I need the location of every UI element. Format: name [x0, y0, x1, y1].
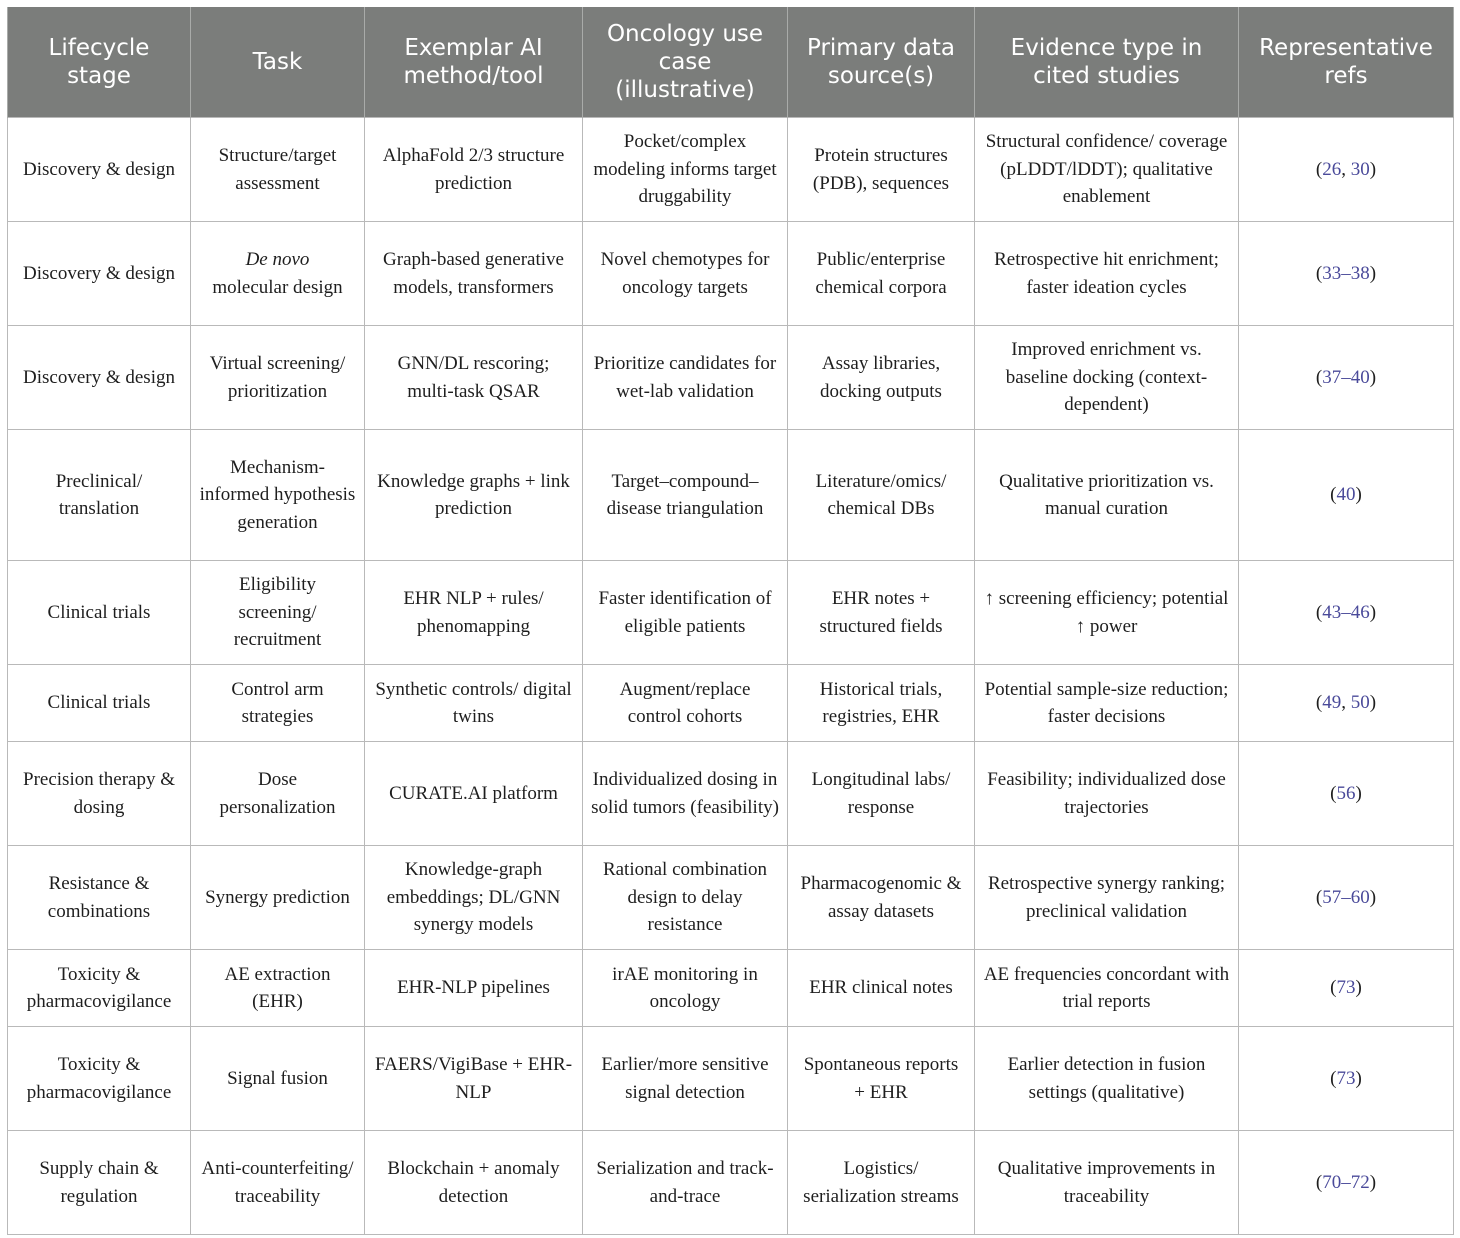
- cell-evidence: Feasibility; individualized dose trajectories: [975, 742, 1239, 846]
- header-method: Exemplar AI method/tool: [365, 7, 583, 118]
- cell-evidence: AE frequencies concordant with trial reports: [975, 950, 1239, 1027]
- cell-refs: [1239, 950, 1454, 1027]
- cell-task-text: Virtual screening/ prioritization: [209, 353, 346, 402]
- cell-use-case: irAE monitoring in oncology: [583, 950, 788, 1027]
- header-evidence: Evidence type in cited studies: [975, 7, 1239, 118]
- cell-data-source: Historical trials, registries, EHR: [788, 665, 975, 742]
- reference-link[interactable]: 37–40: [1322, 366, 1370, 388]
- cell-data-source: Longitudinal labs/ response: [788, 742, 975, 846]
- cell-task-text: Mechanism-informed hypothesis generation: [199, 456, 356, 533]
- reference-link[interactable]: 43–46: [1322, 601, 1370, 623]
- cell-method: AlphaFold 2/3 structure prediction: [365, 118, 583, 222]
- cell-task-text: Signal fusion: [227, 1067, 328, 1089]
- cell-method: Synthetic controls/ digital twins: [365, 665, 583, 742]
- header-refs: Representative refs: [1239, 7, 1454, 118]
- cell-task: [191, 1027, 365, 1131]
- cell-evidence: Qualitative prioritization vs. manual curation: [975, 430, 1239, 561]
- cell-task: [191, 1131, 365, 1235]
- header-lifecycle-stage: Lifecycle stage: [8, 7, 191, 118]
- cell-lifecycle-stage: Discovery & design: [8, 222, 191, 326]
- table-body: [8, 118, 1454, 1235]
- reference-link[interactable]: 33–38: [1322, 262, 1370, 284]
- cell-data-source: EHR notes + structured fields: [788, 561, 975, 665]
- reference-punctuation: (: [1315, 1171, 1323, 1193]
- cell-task-text: Control arm strategies: [231, 678, 324, 727]
- cell-use-case: Prioritize candidates for wet-lab validation: [583, 326, 788, 430]
- reference-punctuation: (: [1315, 601, 1323, 623]
- cell-evidence: Improved enrichment vs. baseline docking (context-dependent): [975, 326, 1239, 430]
- cell-use-case: Augment/replace control cohorts: [583, 665, 788, 742]
- reference-punctuation: (: [1330, 977, 1337, 999]
- cell-lifecycle-stage: Resistance & combinations: [8, 846, 191, 950]
- cell-refs: [1239, 561, 1454, 665]
- ai-lifecycle-table: [7, 7, 1454, 1235]
- table-row: [8, 118, 1454, 222]
- cell-evidence: Structural confidence/ coverage (pLDDT/lDDT); qualitative enablement: [975, 118, 1239, 222]
- reference-punctuation: ): [1369, 158, 1377, 180]
- cell-evidence: Earlier detection in fusion settings (qualitative): [975, 1027, 1239, 1131]
- cell-evidence: ↑ screening efficiency; potential ↑ power: [975, 561, 1239, 665]
- cell-data-source: EHR clinical notes: [788, 950, 975, 1027]
- reference-link[interactable]: 56: [1336, 782, 1356, 804]
- reference-punctuation: (: [1315, 366, 1323, 388]
- cell-method: Graph-based generative models, transformers: [365, 222, 583, 326]
- cell-lifecycle-stage: Preclinical/ translation: [8, 430, 191, 561]
- header-data-source: Primary data source(s): [788, 7, 975, 118]
- cell-lifecycle-stage: Toxicity & pharmacovigilance: [8, 950, 191, 1027]
- cell-task: [191, 561, 365, 665]
- cell-lifecycle-stage: Discovery & design: [8, 118, 191, 222]
- reference-punctuation: ): [1355, 782, 1362, 804]
- table-row: [8, 846, 1454, 950]
- reference-link[interactable]: 50: [1350, 692, 1370, 714]
- cell-refs: [1239, 430, 1454, 561]
- cell-task: [191, 118, 365, 222]
- cell-use-case: Target–compound–disease triangulation: [583, 430, 788, 561]
- cell-task: [191, 665, 365, 742]
- cell-task-text: Structure/target assessment: [218, 145, 337, 194]
- cell-refs: [1239, 222, 1454, 326]
- reference-link[interactable]: 57–60: [1322, 886, 1370, 908]
- cell-data-source: Pharmacogenomic & assay datasets: [788, 846, 975, 950]
- cell-method: Knowledge-graph embeddings; DL/GNN synergy models: [365, 846, 583, 950]
- reference-link[interactable]: 49: [1322, 692, 1342, 714]
- cell-refs: [1239, 1131, 1454, 1235]
- reference-punctuation: ): [1369, 366, 1377, 388]
- cell-use-case: Earlier/more sensitive signal detection: [583, 1027, 788, 1131]
- cell-task-text: Anti-counterfeiting/ traceability: [201, 1158, 354, 1207]
- reference-punctuation: ,: [1341, 158, 1351, 180]
- cell-method: FAERS/VigiBase + EHR-NLP: [365, 1027, 583, 1131]
- cell-refs: [1239, 742, 1454, 846]
- reference-link[interactable]: 26: [1322, 158, 1342, 180]
- reference-punctuation: ): [1369, 692, 1377, 714]
- cell-use-case: Pocket/complex modeling informs target druggability: [583, 118, 788, 222]
- cell-method: GNN/DL rescoring; multi-task QSAR: [365, 326, 583, 430]
- cell-task: [191, 846, 365, 950]
- cell-refs: [1239, 1027, 1454, 1131]
- reference-punctuation: (: [1315, 262, 1323, 284]
- cell-data-source: Protein structures (PDB), sequences: [788, 118, 975, 222]
- cell-task: [191, 430, 365, 561]
- reference-punctuation: ,: [1341, 692, 1351, 714]
- table-row: [8, 561, 1454, 665]
- cell-evidence: Qualitative improvements in traceability: [975, 1131, 1239, 1235]
- cell-lifecycle-stage: Clinical trials: [8, 561, 191, 665]
- cell-method: Knowledge graphs + link prediction: [365, 430, 583, 561]
- table-row: [8, 665, 1454, 742]
- cell-task-italic: De novo: [245, 249, 310, 270]
- cell-lifecycle-stage: Precision therapy & dosing: [8, 742, 191, 846]
- reference-punctuation: (: [1315, 692, 1323, 714]
- cell-task-text: Synergy prediction: [205, 886, 350, 908]
- reference-punctuation: (: [1330, 1067, 1337, 1089]
- cell-task-text: Eligibility screening/ recruitment: [233, 574, 322, 651]
- reference-punctuation: ): [1369, 1171, 1377, 1193]
- cell-lifecycle-stage: Supply chain & regulation: [8, 1131, 191, 1235]
- cell-data-source: Assay libraries, docking outputs: [788, 326, 975, 430]
- cell-use-case: Individualized dosing in solid tumors (feasibility): [583, 742, 788, 846]
- cell-method: EHR NLP + rules/ phenomapping: [365, 561, 583, 665]
- cell-method: EHR-NLP pipelines: [365, 950, 583, 1027]
- reference-punctuation: ): [1355, 977, 1362, 999]
- cell-data-source: Spontaneous reports + EHR: [788, 1027, 975, 1131]
- cell-use-case: Rational combination design to delay resistance: [583, 846, 788, 950]
- cell-refs: [1239, 118, 1454, 222]
- cell-task: [191, 950, 365, 1027]
- reference-punctuation: (: [1315, 886, 1323, 908]
- table-row: [8, 430, 1454, 561]
- reference-punctuation: ): [1369, 262, 1377, 284]
- cell-refs: [1239, 846, 1454, 950]
- cell-task-text: AE extraction (EHR): [224, 963, 331, 1012]
- table-row: [8, 1027, 1454, 1131]
- cell-evidence: Potential sample-size reduction; faster decisions: [975, 665, 1239, 742]
- reference-punctuation: (: [1330, 484, 1337, 506]
- reference-punctuation: ): [1355, 1067, 1362, 1089]
- cell-use-case: Novel chemotypes for oncology targets: [583, 222, 788, 326]
- cell-lifecycle-stage: Discovery & design: [8, 326, 191, 430]
- header-row: [8, 7, 1454, 118]
- reference-punctuation: (: [1315, 158, 1323, 180]
- cell-refs: [1239, 665, 1454, 742]
- cell-refs: [1239, 326, 1454, 430]
- reference-punctuation: ): [1369, 601, 1377, 623]
- cell-use-case: Serialization and track-and-trace: [583, 1131, 788, 1235]
- cell-task: [191, 742, 365, 846]
- cell-task-text: Dose personalization: [219, 769, 336, 818]
- table-row: [8, 222, 1454, 326]
- reference-punctuation: ): [1369, 886, 1377, 908]
- cell-task-text: molecular design: [212, 276, 343, 298]
- table-row: [8, 1131, 1454, 1235]
- cell-lifecycle-stage: Toxicity & pharmacovigilance: [8, 1027, 191, 1131]
- reference-punctuation: ): [1355, 484, 1362, 506]
- table-row: [8, 742, 1454, 846]
- cell-method: CURATE.AI platform: [365, 742, 583, 846]
- reference-link[interactable]: 70–72: [1322, 1171, 1370, 1193]
- cell-evidence: Retrospective synergy ranking; preclinical validation: [975, 846, 1239, 950]
- cell-lifecycle-stage: Clinical trials: [8, 665, 191, 742]
- cell-task: [191, 222, 365, 326]
- reference-punctuation: (: [1330, 782, 1337, 804]
- cell-use-case: Faster identification of eligible patients: [583, 561, 788, 665]
- reference-link[interactable]: 30: [1350, 158, 1370, 180]
- header-task: Task: [191, 7, 365, 118]
- cell-data-source: Logistics/ serialization streams: [788, 1131, 975, 1235]
- cell-data-source: Public/enterprise chemical corpora: [788, 222, 975, 326]
- table-row: [8, 326, 1454, 430]
- cell-data-source: Literature/omics/ chemical DBs: [788, 430, 975, 561]
- cell-method: Blockchain + anomaly detection: [365, 1131, 583, 1235]
- header-use-case: Oncology use case (illustrative): [583, 7, 788, 118]
- reference-link[interactable]: 73: [1336, 977, 1356, 999]
- table-header: [8, 7, 1454, 118]
- reference-link[interactable]: 73: [1336, 1067, 1356, 1089]
- reference-link[interactable]: 40: [1336, 484, 1356, 506]
- cell-task: [191, 326, 365, 430]
- table-row: [8, 950, 1454, 1027]
- cell-evidence: Retrospective hit enrichment; faster ideation cycles: [975, 222, 1239, 326]
